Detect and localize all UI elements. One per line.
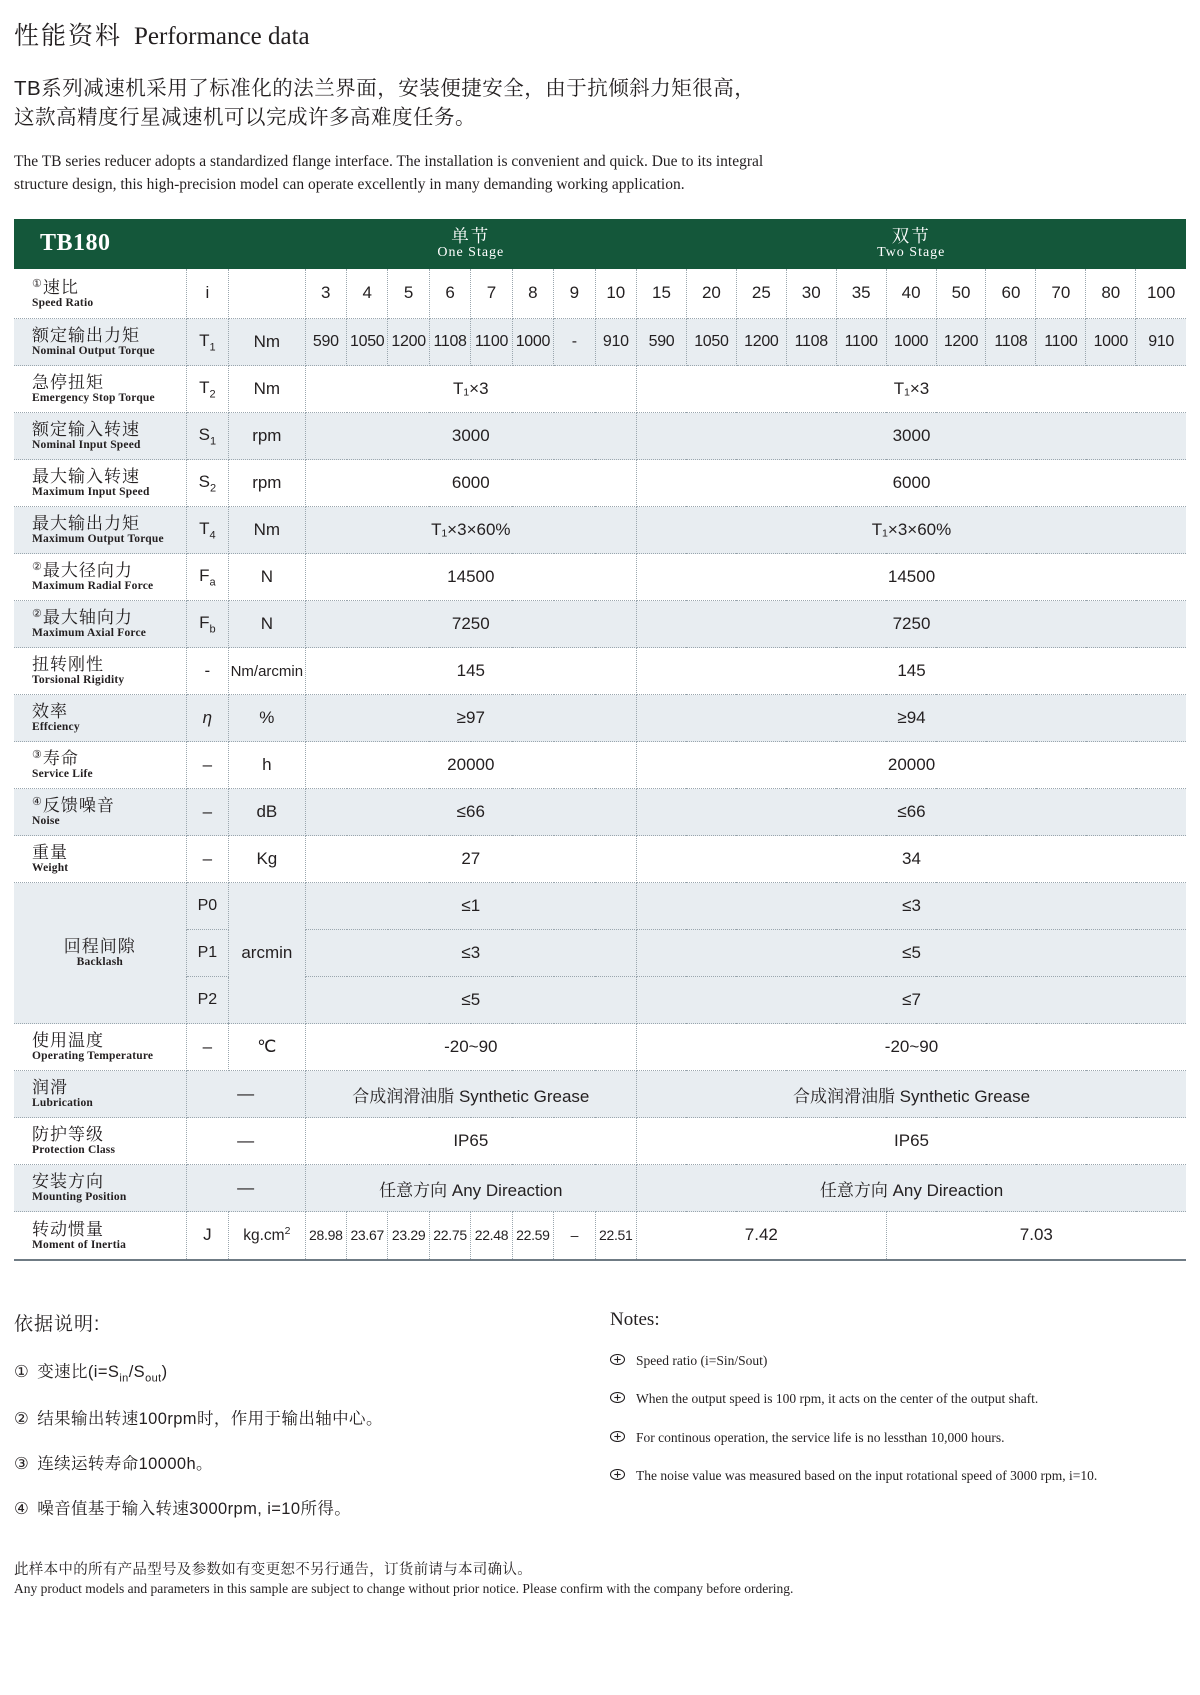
model-name: TB180 xyxy=(14,219,305,269)
value-two-stage: -20~90 xyxy=(637,1024,1186,1071)
intro-paragraph-en xyxy=(14,150,1186,197)
torque-cell: 1000 xyxy=(512,319,553,366)
one-stage-header-en: One Stage xyxy=(437,244,505,260)
row-unit: ℃ xyxy=(229,1024,305,1071)
row-unit: $kg.cm^2$ xyxy=(229,1212,305,1259)
row-unit: Kg xyxy=(229,836,305,883)
note-text: 连续运转寿命10000h。 xyxy=(37,1455,213,1474)
row-label-protection-class xyxy=(14,1118,186,1165)
intro-cn-line-1: TB系列减速机采用了标准化的法兰界面，安装便捷安全，由于抗倾斜力矩很高， xyxy=(14,77,756,100)
ratio-cell: 5 xyxy=(388,269,429,319)
table-row-maximum-output-torque xyxy=(14,507,1186,554)
row-label-en: Torsional Rigidity xyxy=(32,674,125,687)
ratio-cell: 80 xyxy=(1086,269,1136,319)
row-label-nominal-output-torque xyxy=(14,319,186,366)
row-symbol: J xyxy=(186,1212,228,1259)
note-item-en xyxy=(610,1353,1186,1369)
spec-table xyxy=(14,219,1186,1259)
row-label-en: Mounting Position xyxy=(32,1191,127,1204)
row-symbol: – xyxy=(186,742,228,789)
torque-cell: 590 xyxy=(637,319,687,366)
backlash-grade: P2 xyxy=(186,977,228,1024)
row-symbol: - xyxy=(186,648,228,695)
value-two-stage: 合成润滑油脂 Synthetic Grease xyxy=(637,1071,1186,1118)
table-row-service-life xyxy=(14,742,1186,789)
row-label-service-life xyxy=(14,742,186,789)
ratio-cell: 4 xyxy=(347,269,388,319)
ratio-cell: 25 xyxy=(736,269,786,319)
row-unit: dB xyxy=(229,789,305,836)
value-two-stage: IP65 xyxy=(637,1118,1186,1165)
table-row-noise xyxy=(14,789,1186,836)
note-number: ④ xyxy=(14,1500,30,1519)
one-stage-header-cn: 单节 xyxy=(451,226,491,247)
row-label-efficiency xyxy=(14,695,186,742)
note-item-cn xyxy=(14,1450,600,1474)
note-number: ② xyxy=(14,1410,30,1429)
intro-en-line-1: The TB series reducer adopts a standardized flange interface. The installation is convenient and quick. Due to its integral xyxy=(14,153,764,171)
value-two-stage: T₁×3×60% xyxy=(637,507,1186,554)
value-one-stage: 任意方向 Any Direaction xyxy=(305,1165,636,1212)
row-unit: Nm xyxy=(229,319,305,366)
note-text: 噪音值基于输入转速3000rpm, i=10所得。 xyxy=(37,1500,352,1519)
note-item-cn: ① 变速比$(i=S_{in}/S_{out})$ xyxy=(14,1362,168,1385)
notes-column-cn xyxy=(14,1309,600,1540)
row-label-lubrication xyxy=(14,1071,186,1118)
ratio-cell: 20 xyxy=(686,269,736,319)
row-label-cn: 最大输入转速 xyxy=(32,467,140,487)
row-label-en: Effciency xyxy=(32,721,80,734)
ratio-cell: 6 xyxy=(429,269,470,319)
row-unit: Nm xyxy=(229,366,305,413)
row-unit: % xyxy=(229,695,305,742)
notes-heading-en: Notes: xyxy=(610,1308,660,1330)
row-label-en: Maximum Axial Force xyxy=(32,627,147,640)
inertia-cell: 22.75 xyxy=(429,1212,470,1259)
table-row-maximum-axial-force xyxy=(14,601,1186,648)
torque-cell: 1000 xyxy=(1086,319,1136,366)
value-two-stage: 3000 xyxy=(637,413,1186,460)
row-unit: h xyxy=(229,742,305,789)
row-label-en: Maximum Input Speed xyxy=(32,486,150,499)
notes-column-en xyxy=(600,1309,1186,1540)
two-stage-header xyxy=(637,219,1186,269)
inertia-cell: – xyxy=(554,1212,595,1259)
row-symbol: $T_1$ xyxy=(186,319,228,366)
one-stage-header xyxy=(305,219,636,269)
table-row-speed-ratio xyxy=(14,269,1186,319)
table-bottom-rule xyxy=(14,1259,1186,1261)
row-label-en: Emergency Stop Torque xyxy=(32,392,155,405)
row-symbol: $T_2$ xyxy=(186,366,228,413)
row-label-cn: 重量 xyxy=(32,843,68,863)
row-label-cn: 润滑 xyxy=(32,1078,68,1098)
row-label-en: Nominal Output Torque xyxy=(32,345,155,358)
inertia-cell: 23.67 xyxy=(347,1212,388,1259)
value-two-stage: ≤3 xyxy=(637,883,1186,930)
torque-cell: 1100 xyxy=(836,319,886,366)
intro-cn-line-2: 这款高精度行星减速机可以完成许多高难度任务。 xyxy=(14,106,476,130)
ratio-cell: 3 xyxy=(305,269,346,319)
value-two-stage: ≤66 xyxy=(637,789,1186,836)
torque-cell: 910 xyxy=(595,319,637,366)
torque-cell: 1108 xyxy=(429,319,470,366)
value-one-stage: ≤5 xyxy=(305,977,636,1024)
table-row-protection-class xyxy=(14,1118,1186,1165)
row-label-en: Moment of Inertia xyxy=(32,1238,127,1251)
table-row-maximum-input-speed xyxy=(14,460,1186,507)
two-stage-header-en: Two Stage xyxy=(877,244,946,260)
note-item-en xyxy=(610,1468,1186,1484)
ratio-cell: 7 xyxy=(471,269,512,319)
row-label-en: Maximum Radial Force xyxy=(32,580,154,593)
bullet-icon xyxy=(610,1354,627,1365)
row-label-cn: ②最大径向力 xyxy=(32,561,133,581)
value-two-stage: ≤5 xyxy=(637,930,1186,977)
row-unit: rpm xyxy=(229,413,305,460)
row-label-en: Backlash xyxy=(76,956,123,969)
value-one-stage: 7250 xyxy=(305,601,636,648)
value-two-stage-right: 7.03 xyxy=(1019,1225,1053,1245)
row-label-mounting-position xyxy=(14,1165,186,1212)
row-label-cn: 转动惯量 xyxy=(32,1219,104,1239)
value-one-stage: IP65 xyxy=(305,1118,636,1165)
note-text: When the output speed is 100 rpm, it acts on the center of the output shaft. xyxy=(636,1391,1039,1407)
row-unit: arcmin xyxy=(229,883,305,1024)
value-one-stage: 6000 xyxy=(305,460,636,507)
row-label-en: Nominal Input Speed xyxy=(32,439,141,452)
torque-cell: 1200 xyxy=(736,319,786,366)
row-label-cn: 额定输入转速 xyxy=(32,420,140,440)
table-row-weight xyxy=(14,836,1186,883)
value-one-stage: ≤1 xyxy=(305,883,636,930)
torque-cell: 1050 xyxy=(347,319,388,366)
row-label-maximum-radial-force xyxy=(14,554,186,601)
value-one-stage: ≤66 xyxy=(305,789,636,836)
footer-disclaimer xyxy=(14,1558,1186,1597)
note-item-cn xyxy=(14,1495,600,1519)
row-label-en: Protection Class xyxy=(32,1144,116,1157)
note-item-en xyxy=(610,1391,1186,1407)
ratio-cell: 8 xyxy=(512,269,553,319)
row-label-en: Operating Temperature xyxy=(32,1050,154,1063)
inertia-cell: 22.48 xyxy=(471,1212,512,1259)
value-one-stage: ≥97 xyxy=(305,695,636,742)
bullet-icon xyxy=(610,1392,627,1403)
value-two-stage: 7250 xyxy=(637,601,1186,648)
torque-cell: 1200 xyxy=(936,319,986,366)
page-title-cn: 性能资料 xyxy=(14,22,123,50)
row-unit: Nm xyxy=(229,507,305,554)
intro-paragraph-cn xyxy=(14,74,1186,132)
value-one-stage: T₁×3×60% xyxy=(305,507,636,554)
table-row-torsional-rigidity xyxy=(14,648,1186,695)
row-symbol: — xyxy=(186,1165,305,1212)
row-symbol: – xyxy=(186,836,228,883)
value-two-stage: 145 xyxy=(637,648,1186,695)
row-label-cn: 效率 xyxy=(32,702,68,722)
table-row-emergency-stop-torque xyxy=(14,366,1186,413)
bullet-icon xyxy=(610,1469,627,1480)
row-label-operating-temperature xyxy=(14,1024,186,1071)
row-label-cn: 使用温度 xyxy=(32,1031,104,1051)
row-symbol: — xyxy=(186,1071,305,1118)
value-one-stage: 14500 xyxy=(305,554,636,601)
row-symbol: $S_2$ xyxy=(186,460,228,507)
ratio-cell: 100 xyxy=(1136,269,1186,319)
table-header-band xyxy=(14,219,1186,269)
row-unit: Nm/arcmin xyxy=(229,648,305,695)
ratio-cell: 10 xyxy=(595,269,637,319)
row-label-cn: 额定输出力矩 xyxy=(32,326,140,346)
backlash-grade: P0 xyxy=(186,883,228,930)
torque-cell: 1050 xyxy=(686,319,736,366)
row-symbol: — xyxy=(186,1118,305,1165)
row-symbol: $T_4$ xyxy=(186,507,228,554)
value-two-stage: T₁×3 xyxy=(637,366,1186,413)
row-label-cn: ④反馈噪音 xyxy=(32,796,115,816)
note-number: ③ xyxy=(14,1455,30,1474)
row-symbol: η xyxy=(186,695,228,742)
row-unit: N xyxy=(229,554,305,601)
torque-cell: - xyxy=(554,319,595,366)
value-two-stage: 34 xyxy=(637,836,1186,883)
value-two-stage: 任意方向 Any Direaction xyxy=(637,1165,1186,1212)
torque-cell: 1200 xyxy=(388,319,429,366)
bullet-icon xyxy=(610,1431,627,1442)
row-label-maximum-axial-force xyxy=(14,601,186,648)
row-label-noise xyxy=(14,789,186,836)
table-row-nominal-output-torque xyxy=(14,319,1186,366)
inertia-cell: 22.51 xyxy=(595,1212,637,1259)
row-label-cn: 安装方向 xyxy=(32,1172,104,1192)
row-label-weight xyxy=(14,836,186,883)
table-row-nominal-input-speed xyxy=(14,413,1186,460)
row-symbol: $F_a$ xyxy=(186,554,228,601)
two-stage-header-cn: 双节 xyxy=(891,226,931,247)
torque-cell: 1100 xyxy=(1036,319,1086,366)
row-label-cn: 防护等级 xyxy=(32,1125,104,1145)
row-unit: rpm xyxy=(229,460,305,507)
row-label-torsional-rigidity xyxy=(14,648,186,695)
torque-cell: 910 xyxy=(1136,319,1186,366)
row-label-en: Noise xyxy=(32,815,60,828)
ratio-cell: 50 xyxy=(936,269,986,319)
torque-cell: 1108 xyxy=(786,319,836,366)
row-label-maximum-input-speed xyxy=(14,460,186,507)
table-row-operating-temperature xyxy=(14,1024,1186,1071)
inertia-cell: 28.98 xyxy=(305,1212,346,1259)
value-two-stage-left: 7.42 xyxy=(637,1212,887,1259)
value-two-stage: 6000 xyxy=(637,460,1186,507)
note-text: Speed ratio (i=Sin/Sout) xyxy=(636,1352,768,1368)
row-label-emergency-stop-torque xyxy=(14,366,186,413)
note-text: 结果输出转速100rpm时，作用于输出轴中心。 xyxy=(37,1410,383,1429)
intro-en-line-2: structure design, this high-precision model can operate excellently in many demanding working application. xyxy=(14,176,685,194)
value-two-stage: 20000 xyxy=(637,742,1186,789)
footer-text-en: Any product models and parameters in this sample are subject to change without prior notice. Please confirm with the company before ordering. xyxy=(14,1581,794,1597)
row-label-cn: ②最大轴向力 xyxy=(32,608,133,628)
ratio-cell: 35 xyxy=(836,269,886,319)
inertia-cell: 23.29 xyxy=(388,1212,429,1259)
value-two-stage: ≤7 xyxy=(637,977,1186,1024)
value-two-stage: 14500 xyxy=(637,554,1186,601)
inertia-cell: 22.59 xyxy=(512,1212,553,1259)
ratio-cell: 30 xyxy=(786,269,836,319)
row-label-cn: ①速比 xyxy=(32,277,79,297)
notes-heading-cn: 依据说明: xyxy=(14,1313,101,1335)
row-label-moment-of-inertia xyxy=(14,1212,186,1259)
row-label-backlash xyxy=(14,883,186,1024)
torque-cell: 1108 xyxy=(986,319,1036,366)
note-text: The noise value was measured based on the input rotational speed of 3000 rpm, i=10. xyxy=(636,1468,1098,1484)
table-row-backlash-p2 xyxy=(14,977,1186,1024)
row-label-maximum-output-torque xyxy=(14,507,186,554)
row-label-cn: 扭转刚性 xyxy=(32,655,104,675)
notes-section xyxy=(14,1309,1186,1540)
row-label-en: Service Life xyxy=(32,768,93,781)
note-number: ① xyxy=(14,1362,30,1381)
row-label-cn: 回程间隙 xyxy=(63,937,136,957)
row-unit xyxy=(229,269,305,319)
value-one-stage: 3000 xyxy=(305,413,636,460)
table-row-lubrication xyxy=(14,1071,1186,1118)
page-title xyxy=(14,0,1186,52)
spec-table-wrap xyxy=(14,219,1186,1261)
backlash-grade: P1 xyxy=(186,930,228,977)
table-row-moment-of-inertia xyxy=(14,1212,1186,1259)
row-symbol: $F_b$ xyxy=(186,601,228,648)
table-row-backlash-p1 xyxy=(14,930,1186,977)
value-one-stage: -20~90 xyxy=(305,1024,636,1071)
ratio-cell: 40 xyxy=(886,269,936,319)
page-title-en: Performance data xyxy=(134,23,310,50)
footer-text-cn: 此样本中的所有产品型号及参数如有变更恕不另行通告，订货前请与本司确认。 xyxy=(14,1562,532,1579)
note-item-en xyxy=(610,1430,1186,1446)
row-label-cn: 急停扭矩 xyxy=(32,373,104,393)
row-label-en: Lubrication xyxy=(32,1097,93,1110)
note-item-cn xyxy=(14,1405,600,1429)
value-one-stage: 合成润滑油脂 Synthetic Grease xyxy=(305,1071,636,1118)
table-row-efficiency xyxy=(14,695,1186,742)
ratio-cell: 70 xyxy=(1036,269,1086,319)
row-unit: N xyxy=(229,601,305,648)
value-one-stage: T₁×3 xyxy=(305,366,636,413)
ratio-cell: 60 xyxy=(986,269,1036,319)
row-symbol: – xyxy=(186,789,228,836)
row-symbol: i xyxy=(186,269,228,319)
row-label-speed-ratio xyxy=(14,269,186,319)
value-one-stage: 145 xyxy=(305,648,636,695)
row-label-nominal-input-speed xyxy=(14,413,186,460)
ratio-cell: 9 xyxy=(554,269,595,319)
row-symbol: $S_1$ xyxy=(186,413,228,460)
value-one-stage: 20000 xyxy=(305,742,636,789)
table-row-maximum-radial-force xyxy=(14,554,1186,601)
row-label-en: Weight xyxy=(32,862,69,875)
row-symbol: – xyxy=(186,1024,228,1071)
torque-cell: 590 xyxy=(305,319,346,366)
ratio-cell: 15 xyxy=(637,269,687,319)
value-one-stage: ≤3 xyxy=(305,930,636,977)
row-label-cn: ③寿命 xyxy=(32,749,79,769)
row-label-cn: 最大输出力矩 xyxy=(32,514,140,534)
value-one-stage: 27 xyxy=(305,836,636,883)
value-two-stage: ≥94 xyxy=(637,695,1186,742)
table-row-mounting-position xyxy=(14,1165,1186,1212)
torque-cell: 1100 xyxy=(471,319,512,366)
torque-cell: 1000 xyxy=(886,319,936,366)
table-row-backlash-p0 xyxy=(14,883,1186,930)
row-label-en: Maximum Output Torque xyxy=(32,533,164,546)
row-label-en: Speed Ratio xyxy=(32,296,94,309)
note-text: For continous operation, the service life is no lessthan 10,000 hours. xyxy=(636,1429,1005,1445)
